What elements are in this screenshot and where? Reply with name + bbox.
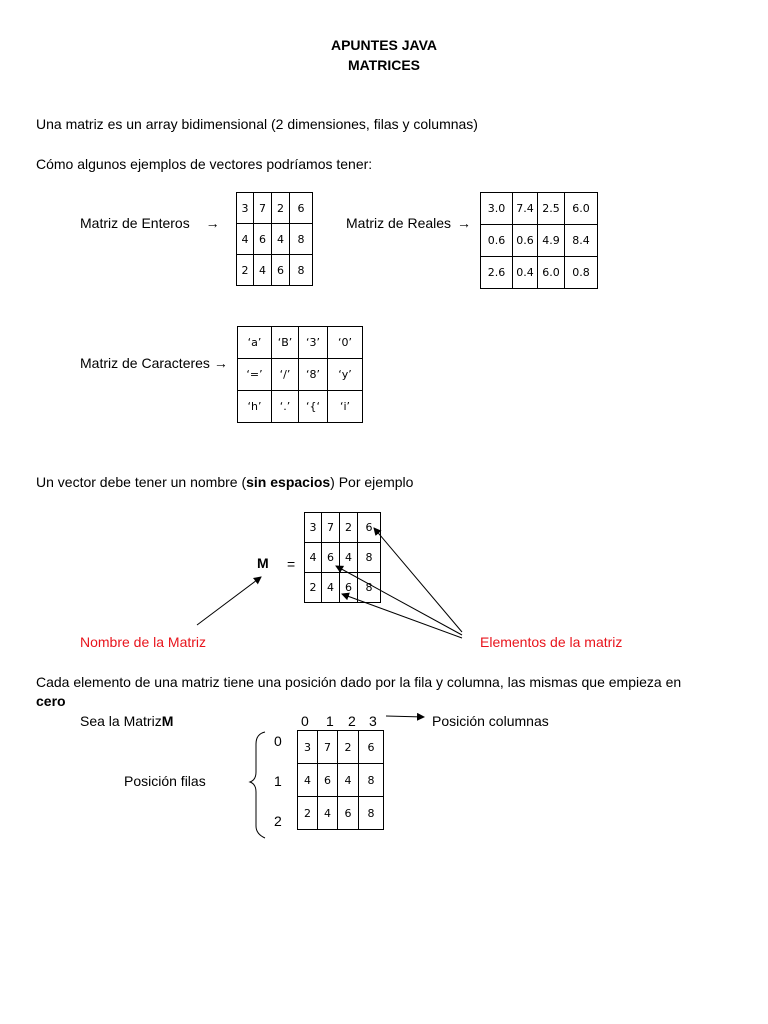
matrix-cell: ‘8’ [299, 359, 328, 391]
intro-text: Una matriz es un array bidimensional (2 dimensiones, filas y columnas) [36, 116, 478, 132]
matrix-cell: ‘0’ [328, 327, 363, 359]
matrix-cell: ‘{‘ [299, 391, 328, 423]
matrix-cell: 4 [298, 764, 318, 797]
name-sentence-before: Un vector debe tener un nombre ( [36, 474, 247, 490]
matrix-cell: 8 [290, 224, 313, 255]
matrix-cell: 4 [338, 764, 359, 797]
matrix-cell: 6.0 [565, 193, 598, 225]
matrix-cell: ‘.’ [272, 391, 299, 423]
matrix-cell: 4 [322, 573, 340, 603]
matrix-cell: 4 [340, 543, 358, 573]
matrix-cell: 0.4 [513, 257, 538, 289]
matrix-cell: 4 [305, 543, 322, 573]
col-index-1: 1 [326, 713, 334, 729]
matrix-cell: 3 [237, 193, 254, 224]
matrix-cell: 2.5 [538, 193, 565, 225]
element-pointer-arrow-3 [342, 594, 462, 638]
matrix-cell: ‘i’ [328, 391, 363, 423]
matrix-cell: 3 [305, 513, 322, 543]
matrix-cell: 6 [290, 193, 313, 224]
name-pointer-arrow [197, 577, 261, 625]
row-index-2: 2 [274, 813, 282, 829]
arrow-right-icon: → [213, 355, 228, 371]
name-sentence-bold: sin espacios [246, 474, 331, 490]
row-brace-icon [250, 732, 265, 838]
sea-label-text: Sea la Matriz [80, 713, 162, 729]
matrix-cell: 4 [237, 224, 254, 255]
matrix-cell: ‘=’ [238, 359, 272, 391]
page-subtitle: MATRICES [347, 57, 421, 73]
matrix-cell: 0.8 [565, 257, 598, 289]
matrix-cell: 2 [305, 573, 322, 603]
matrix-cell: 8.4 [565, 225, 598, 257]
real-matrix-label-text: Matriz de Reales [346, 215, 452, 231]
matrix-cell: ‘3’ [299, 327, 328, 359]
matrix-cell: 6 [340, 573, 358, 603]
matrix-name-m: M [257, 555, 269, 571]
matrix-cell: 8 [290, 255, 313, 286]
sea-matrix-name: M [161, 713, 174, 729]
matrix-cell: 8 [359, 797, 384, 830]
matrix-cell: 6 [322, 543, 340, 573]
matrix-elements-label: Elementos de la matriz [480, 634, 623, 650]
matrix-cell: 2 [272, 193, 290, 224]
matrix-cell: 4 [272, 224, 290, 255]
int-matrix-label-text: Matriz de Enteros [80, 215, 190, 231]
matrix-cell: 6 [359, 731, 384, 764]
element-pointer-arrow-2 [336, 566, 462, 635]
matrix-cell: ‘h’ [238, 391, 272, 423]
matrix-cell: 6 [318, 764, 338, 797]
matrix-cell: 6 [254, 224, 272, 255]
char-matrix-label-text: Matriz de Caracteres [80, 355, 210, 371]
matrix-cell: 8 [359, 764, 384, 797]
position-sentence-bold: cero [36, 693, 66, 709]
arrow-right-icon: → [456, 215, 471, 231]
matrix-cell: 7 [322, 513, 340, 543]
matrix-cell: 4 [318, 797, 338, 830]
matrix-cell: 8 [358, 573, 381, 603]
matrix-cell: 8 [358, 543, 381, 573]
matrix-cell: 2.6 [481, 257, 513, 289]
col-position-label: Posición columnas [432, 713, 549, 729]
col-index-0: 0 [301, 713, 309, 729]
matrix-cell: 0.6 [481, 225, 513, 257]
matrix-cell: 0.6 [513, 225, 538, 257]
arrow-right-icon: → [205, 215, 220, 231]
row-index-0: 0 [274, 733, 282, 749]
matrix-cell: ‘y’ [328, 359, 363, 391]
matrix-cell: 2 [237, 255, 254, 286]
matrix-cell: ‘B’ [272, 327, 299, 359]
matrix-cell: 2 [298, 797, 318, 830]
matrix-cell: 4.9 [538, 225, 565, 257]
matrix-cell: 2 [338, 731, 359, 764]
matrix-cell: 6 [272, 255, 290, 286]
matrix-cell: ‘/’ [272, 359, 299, 391]
position-sentence: Cada elemento de una matriz tiene una posición dado por la fila y columna, las mismas que empieza en [36, 674, 682, 690]
matrix-cell: 3 [298, 731, 318, 764]
element-pointer-arrow-1 [374, 528, 462, 632]
col-index-2: 2 [348, 713, 356, 729]
equals-sign: = [287, 556, 296, 572]
matrix-cell: 6 [358, 513, 381, 543]
matrix-cell: 6.0 [538, 257, 565, 289]
matrix-cell: 7 [254, 193, 272, 224]
matrix-cell: 3.0 [481, 193, 513, 225]
name-sentence-after: ) Por ejemplo [330, 474, 414, 490]
matrix-cell: 6 [338, 797, 359, 830]
matrix-name-label: Nombre de la Matriz [80, 634, 207, 650]
examples-intro: Cómo algunos ejemplos de vectores podríamos tener: [36, 156, 373, 172]
row-position-label: Posición filas [124, 773, 206, 789]
page-title: APUNTES JAVA [330, 37, 438, 53]
matrix-cell: 4 [254, 255, 272, 286]
row-index-1: 1 [274, 773, 282, 789]
matrix-cell: 7.4 [513, 193, 538, 225]
matrix-cell: ‘a’ [238, 327, 272, 359]
col-index-3: 3 [369, 713, 377, 729]
matrix-cell: 7 [318, 731, 338, 764]
col-position-arrow [386, 716, 424, 717]
matrix-cell: 2 [340, 513, 358, 543]
